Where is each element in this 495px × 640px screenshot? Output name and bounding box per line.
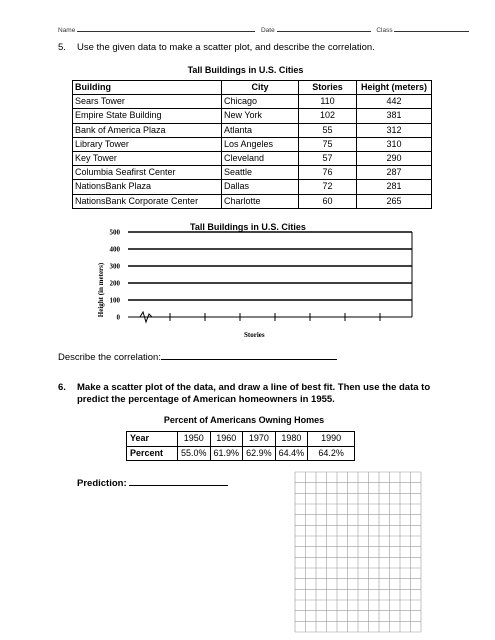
table-cell: 60 xyxy=(299,194,357,208)
percent-cell: 64.2% xyxy=(308,446,355,461)
table-cell: 72 xyxy=(299,180,357,194)
homes-table-title: Percent of Americans Owning Homes xyxy=(163,415,325,425)
percent-cell: 61.9% xyxy=(210,446,243,461)
table-cell: Columbia Seafirst Center xyxy=(73,166,222,180)
table-cell: 102 xyxy=(299,109,357,123)
question-5-prompt: Use the given data to make a scatter plot, and describe the correlation. xyxy=(77,42,375,53)
year-cell: 1980 xyxy=(275,432,308,447)
table-row xyxy=(73,137,432,151)
table-cell: 287 xyxy=(357,166,432,180)
y-tick-label: 300 xyxy=(109,262,120,271)
y-tick-label: 100 xyxy=(109,296,120,305)
class-label: Class xyxy=(376,27,393,34)
table-row xyxy=(73,151,432,165)
table-cell: 381 xyxy=(357,109,432,123)
scatter-chart[interactable] xyxy=(100,228,420,333)
class-field[interactable] xyxy=(394,31,469,32)
date-field[interactable] xyxy=(277,31,371,32)
worksheet-header xyxy=(58,27,469,34)
table-cell: 76 xyxy=(299,166,357,180)
year-cell: 1990 xyxy=(308,432,355,447)
table-row xyxy=(73,166,432,180)
table-cell: 442 xyxy=(357,95,432,109)
table-cell: New York xyxy=(222,109,299,123)
table-cell: Sears Tower xyxy=(73,95,222,109)
graph-paper-grid[interactable] xyxy=(294,471,422,633)
table-cell: Cleveland xyxy=(222,151,299,165)
x-axis-label: Stories xyxy=(244,331,265,339)
year-row xyxy=(127,432,355,447)
y-axis-label: Height (in meters) xyxy=(97,262,105,318)
table-cell: 290 xyxy=(357,151,432,165)
table-cell: 265 xyxy=(357,194,432,208)
y-tick-label: 0 xyxy=(116,313,120,322)
table-row xyxy=(73,95,432,109)
percent-cell: 55.0% xyxy=(178,446,211,461)
table-cell: NationsBank Plaza xyxy=(73,180,222,194)
year-cell: 1960 xyxy=(210,432,243,447)
question-6-number: 6. xyxy=(58,382,66,393)
column-header: City xyxy=(222,81,299,95)
table-row xyxy=(73,180,432,194)
y-tick-labels xyxy=(110,229,121,322)
table-cell: Library Tower xyxy=(73,137,222,151)
name-label: Name xyxy=(58,27,76,34)
table-cell: NationsBank Corporate Center xyxy=(73,194,222,208)
name-field[interactable] xyxy=(77,31,255,32)
table-cell: 312 xyxy=(357,123,432,137)
table-cell: 55 xyxy=(299,123,357,137)
table-cell: 110 xyxy=(299,95,357,109)
question-5-number: 5. xyxy=(58,42,66,53)
describe-correlation-label: Describe the correlation: xyxy=(58,352,161,363)
table-row xyxy=(73,123,432,137)
chart-grid xyxy=(128,232,412,317)
column-header: Building xyxy=(73,81,222,95)
table-cell: Seattle xyxy=(222,166,299,180)
table-cell: Los Angeles xyxy=(222,137,299,151)
table-cell: Bank of America Plaza xyxy=(73,123,222,137)
prediction-label: Prediction: xyxy=(77,478,127,489)
table-cell: 281 xyxy=(357,180,432,194)
describe-correlation xyxy=(58,352,337,363)
percent-row xyxy=(127,446,355,461)
table-cell: Dallas xyxy=(222,180,299,194)
correlation-answer-line[interactable] xyxy=(161,359,337,360)
table-cell: Chicago xyxy=(222,95,299,109)
date-label: Date xyxy=(260,27,275,34)
table-row xyxy=(73,109,432,123)
table-row xyxy=(73,194,432,208)
prediction xyxy=(77,478,228,489)
buildings-table-header xyxy=(73,81,432,95)
percent-cell: 64.4% xyxy=(275,446,308,461)
prediction-answer-line[interactable] xyxy=(129,485,228,486)
chart-title: Tall Buildings in U.S. Cities xyxy=(190,222,306,232)
table-cell: 310 xyxy=(357,137,432,151)
y-tick-label: 500 xyxy=(109,228,120,237)
y-tick-label: 400 xyxy=(109,245,120,254)
year-label: Year xyxy=(127,432,178,447)
table-cell: Atlanta xyxy=(222,123,299,137)
percent-label: Percent xyxy=(127,446,178,461)
table-cell: Key Tower xyxy=(73,151,222,165)
buildings-table xyxy=(72,80,432,209)
table-cell: 57 xyxy=(299,151,357,165)
y-tick-label: 200 xyxy=(109,279,120,288)
year-cell: 1950 xyxy=(178,432,211,447)
column-header: Stories xyxy=(299,81,357,95)
percent-cell: 62.9% xyxy=(243,446,276,461)
question-6-prompt-line-1: Make a scatter plot of the data, and draw a line of best fit. Then use the data to xyxy=(77,382,431,393)
table-cell: Charlotte xyxy=(222,194,299,208)
homeowners-table xyxy=(126,431,355,461)
column-header: Height (meters) xyxy=(357,81,432,95)
table-cell: 75 xyxy=(299,137,357,151)
question-6-prompt-line-2: predict the percentage of American homeowners in 1955. xyxy=(77,394,335,405)
table-cell: Empire State Building xyxy=(73,109,222,123)
year-cell: 1970 xyxy=(243,432,276,447)
buildings-table-title: Tall Buildings in U.S. Cities xyxy=(187,65,304,75)
